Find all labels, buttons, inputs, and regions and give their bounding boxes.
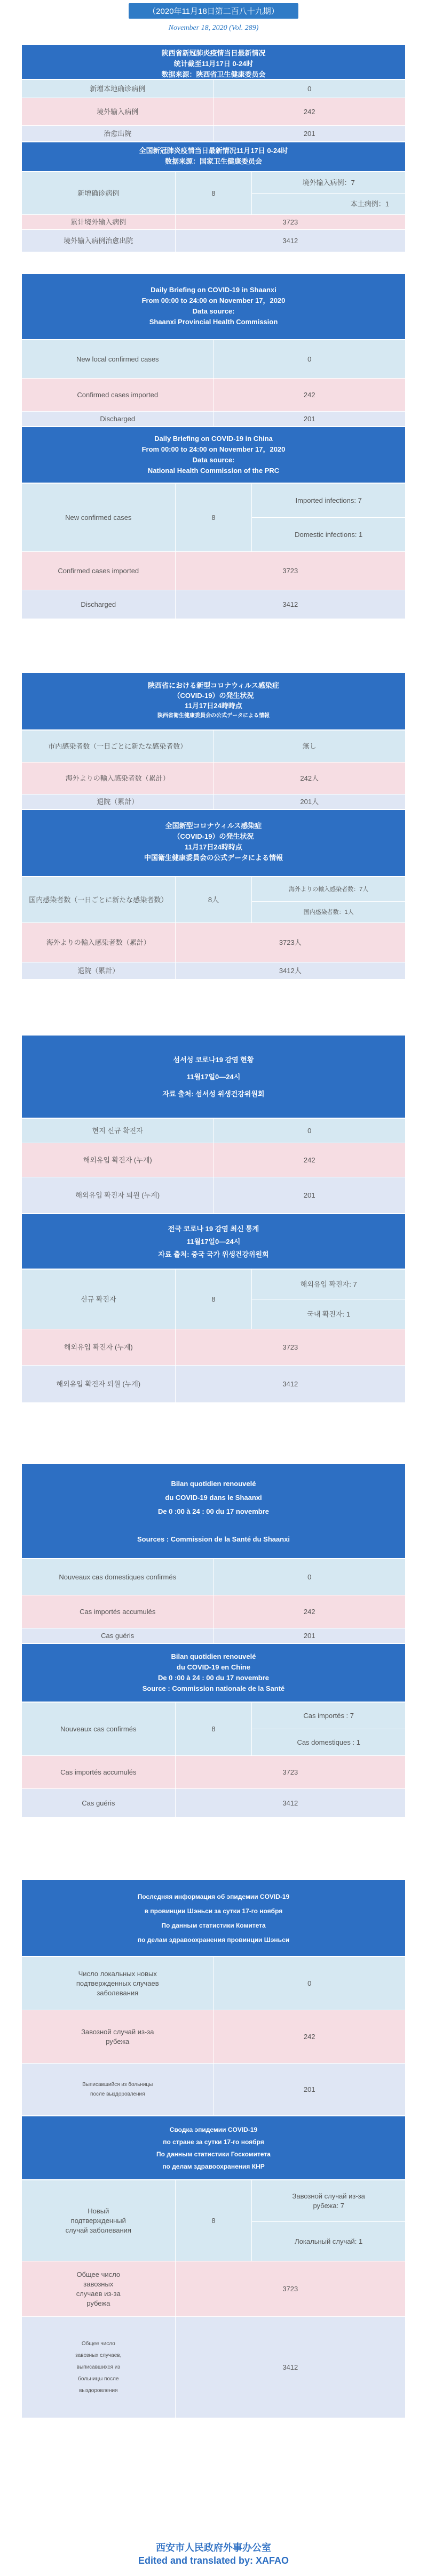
masthead <box>0 0 427 33</box>
ru-shaanxi-table <box>21 1956 406 2116</box>
en-china-source: National Health Commission of the PRC <box>147 467 280 475</box>
row-label: Завозной случай из-за рубежа <box>22 2010 214 2064</box>
table-row <box>22 80 406 98</box>
ja-shaanxi-title: 陕西省における新型コロナウィルス感染症 <box>148 681 279 689</box>
row-label: Discharged <box>22 590 176 619</box>
fr-china-source: Source : Commission nationale de la Santé <box>142 1684 285 1692</box>
table-row <box>22 1177 406 1214</box>
en-shaanxi-table <box>21 340 406 427</box>
table-row <box>22 2064 406 2116</box>
row-label: Cas importés accumulés <box>22 1595 214 1628</box>
row-label: Confirmed cases imported <box>22 379 214 412</box>
ru-china-title: Сводка эпидемии COVID-19 <box>169 2126 258 2133</box>
table-row <box>22 2317 406 2418</box>
fr-shaanxi-subtitle: du COVID-19 dans le Shaanxi <box>165 1494 262 1502</box>
ko-china-table <box>21 1269 406 1403</box>
table-row <box>22 1119 406 1143</box>
ko-china-title: 전국 코로나 19 감염 최신 통계 <box>168 1225 259 1233</box>
table-row <box>22 230 406 252</box>
en-shaanxi-header <box>21 274 406 340</box>
row-value: 無し <box>213 731 406 763</box>
row-value: 3412 <box>175 590 405 619</box>
ja-section <box>21 672 406 980</box>
en-shaanxi-source: Shaanxi Provincial Health Commission <box>149 318 278 326</box>
ja-china-source: 中国衛生健康委員会の公式データによる情報 <box>144 854 283 862</box>
fr-china-time: De 0 :00 à 24 : 00 du 17 novembre <box>157 1674 270 1682</box>
row-value: 3723 <box>175 552 405 590</box>
table-row <box>22 1366 406 1403</box>
ru-shaanxi-source-label: По данным статистики Комитета <box>161 1922 266 1929</box>
row-label: Выписавшийся из больницы после выздоровления <box>22 2064 214 2116</box>
fr-shaanxi-header <box>21 1464 406 1559</box>
ja-shaanxi-time: 11月17日24時時点 <box>185 702 242 710</box>
ko-china-source: 자료 출처: 중국 국가 위생건강위원회 <box>158 1250 269 1258</box>
row-label: New local confirmed cases <box>22 340 214 379</box>
ru-shaanxi-header <box>21 1880 406 1956</box>
new-cases-label: New confirmed cases <box>22 484 176 552</box>
row-value: 201 <box>213 126 406 142</box>
footer-office: 西安市人民政府外事办公室 <box>156 2542 271 2553</box>
ja-china-subtitle: （COVID-19）の発生状況 <box>173 832 254 840</box>
row-label: 海外よりの輸入感染者数（累計） <box>22 923 176 962</box>
ko-shaanxi-source: 자료 출처: 섬서성 위생건강위원회 <box>162 1090 265 1098</box>
table-row <box>22 731 406 763</box>
footer <box>0 2541 427 2567</box>
en-shaanxi-title: Daily Briefing on COVID-19 in Shaanxi <box>151 286 276 294</box>
table-row <box>22 379 406 412</box>
local-cases: 国内感染者数：1人 <box>252 902 406 923</box>
zh-china-table <box>21 172 406 252</box>
table-row <box>22 1703 406 1729</box>
row-label: 海外よりの輸入感染者数（累計） <box>22 763 214 795</box>
table-row <box>22 2180 406 2222</box>
ja-shaanxi-table <box>21 730 406 809</box>
imported-cases: Завозной случай из-за рубежа: 7 <box>252 2180 406 2222</box>
row-value: 0 <box>213 1559 406 1595</box>
table-row <box>22 1143 406 1177</box>
ru-shaanxi-title: Последняя информация об эпидемии COVID-19 <box>137 1893 290 1900</box>
en-china-title: Daily Briefing on COVID-19 in China <box>154 435 273 443</box>
row-value: 242 <box>213 98 406 126</box>
en-china-source-label: Data source: <box>192 456 235 464</box>
row-label: 退院（累計） <box>22 962 176 980</box>
row-value: 242 <box>213 1143 406 1177</box>
table-row <box>22 795 406 809</box>
table-row <box>22 923 406 962</box>
table-row <box>22 2261 406 2317</box>
ko-shaanxi-title: 섬서성 코로나19 감염 현황 <box>173 1056 254 1064</box>
local-cases: 本土病例：1 <box>252 194 406 215</box>
table-row <box>22 877 406 902</box>
zh-shaanxi-table <box>21 79 406 142</box>
ru-china-header <box>21 2116 406 2180</box>
zh-china-title: 全国新冠肺炎疫情当日最新情况11月17日 0-24时 <box>139 147 288 155</box>
table-row <box>22 340 406 379</box>
local-cases: Cas domestiques : 1 <box>252 1729 406 1756</box>
ru-china-table <box>21 2180 406 2418</box>
table-row <box>22 590 406 619</box>
new-cases-label: Новый подтвержденный случай заболевания <box>22 2180 176 2261</box>
en-china-table <box>21 483 406 619</box>
row-value: 3723 <box>175 215 405 230</box>
ja-shaanxi-source: 陕西省衛生健康委員会の公式データによる情報 <box>157 713 270 719</box>
table-row <box>22 172 406 194</box>
ja-china-title: 全国新型コロナウィルス感染症 <box>165 822 262 830</box>
new-cases-value: 8人 <box>175 877 252 923</box>
zh-section <box>21 44 406 252</box>
row-label: Confirmed cases imported <box>22 552 176 590</box>
zh-china-source: 数据来源：国家卫生健康委员会 <box>164 157 262 165</box>
row-label: 境外输入病例治愈出院 <box>22 230 176 252</box>
row-value: 3412 <box>175 2317 405 2418</box>
ko-shaanxi-time: 11월17일0—24시 <box>186 1073 241 1081</box>
table-row <box>22 1756 406 1789</box>
ru-china-source: по делам здравоохранения КНР <box>162 2163 265 2170</box>
ja-china-time: 11月17日24時時点 <box>185 843 242 851</box>
row-label: 市内感染者数（一日ごとに新たな感染者数） <box>22 731 214 763</box>
row-value: 242 <box>213 379 406 412</box>
en-china-header <box>21 427 406 483</box>
row-value: 0 <box>213 1119 406 1143</box>
table-row <box>22 1957 406 2010</box>
new-cases-value: 8 <box>175 172 252 215</box>
table-row <box>22 763 406 795</box>
en-shaanxi-time: From 00:00 to 24:00 on November 17，2020 <box>141 296 286 304</box>
table-row <box>22 1559 406 1595</box>
ko-shaanxi-table <box>21 1118 406 1214</box>
issue-date-badge: （2020年11月18日第二百八十九期） <box>129 3 298 19</box>
fr-shaanxi-source: Sources : Commission de la Santé du Shaanxi <box>137 1535 290 1543</box>
row-label: 현지 신규 확진자 <box>22 1119 214 1143</box>
table-row <box>22 215 406 230</box>
ko-china-header <box>21 1214 406 1269</box>
ja-shaanxi-subtitle: （COVID-19）の発生状況 <box>173 692 254 700</box>
new-cases-value: 8 <box>175 1703 252 1756</box>
new-cases-value: 8 <box>175 1270 252 1329</box>
imported-cases: 海外よりの輸入感染者数：7人 <box>252 877 406 902</box>
zh-china-header <box>21 142 406 172</box>
ja-china-header <box>21 809 406 877</box>
table-row <box>22 1329 406 1366</box>
fr-shaanxi-time: De 0 :00 à 24 : 00 du 17 novembre <box>157 1507 270 1515</box>
table-row <box>22 962 406 980</box>
zh-shaanxi-header <box>21 44 406 79</box>
imported-cases: Imported infections: 7 <box>252 484 406 518</box>
fr-china-header <box>21 1643 406 1702</box>
row-label: 해외유입 확진자 퇴원 (누계) <box>22 1177 214 1214</box>
fr-china-subtitle: du COVID-19 en Chine <box>177 1663 250 1671</box>
row-label: 治愈出院 <box>22 126 214 142</box>
ko-china-time: 11월17일0—24시 <box>186 1238 241 1246</box>
table-row <box>22 1628 406 1643</box>
imported-cases: 해외유입 확진자: 7 <box>252 1270 406 1299</box>
zh-shaanxi-source: 数据来源：陕西省卫生健康委员会 <box>161 70 266 78</box>
new-cases-label: 国内感染者数（一日ごとに新たな感染者数） <box>22 877 176 923</box>
ja-shaanxi-header <box>21 672 406 730</box>
fr-shaanxi-table <box>21 1559 406 1643</box>
row-value: 201 <box>213 2064 406 2116</box>
ko-shaanxi-header <box>21 1035 406 1118</box>
row-value: 242 <box>213 2010 406 2064</box>
zh-shaanxi-title: 陕西省新冠肺炎疫情当日最新情况 <box>161 49 266 57</box>
row-label: 해외유입 확진자 퇴원 (누계) <box>22 1366 176 1403</box>
table-row <box>22 552 406 590</box>
row-value: 0 <box>213 1957 406 2010</box>
fr-china-title: Bilan quotidien renouvelé <box>171 1652 256 1660</box>
footer-credit: Edited and translated by: XAFAO <box>138 2555 289 2566</box>
en-shaanxi-source-label: Data source: <box>192 307 235 315</box>
fr-shaanxi-title: Bilan quotidien renouvelé <box>171 1480 256 1488</box>
row-value: 0 <box>213 340 406 379</box>
new-cases-value: 8 <box>175 484 252 552</box>
en-china-time: From 00:00 to 24:00 on November 17，2020 <box>141 445 286 453</box>
ko-section <box>21 1035 406 1403</box>
new-cases-label: Nouveaux cas confirmés <box>22 1703 176 1756</box>
table-row <box>22 484 406 518</box>
local-cases: Локальный случай: 1 <box>252 2222 406 2261</box>
issue-number: November 18, 2020 (Vol. 289) <box>168 24 259 32</box>
row-label: 累计境外输入病例 <box>22 215 176 230</box>
row-label: Cas importés accumulés <box>22 1756 176 1789</box>
imported-cases: 境外输入病例：7 <box>252 172 406 194</box>
row-label: Число локальных новых подтвержденных случаев заболевания <box>22 1957 214 2010</box>
ru-china-source-label: По данным статистики Госкомитета <box>156 2150 271 2158</box>
table-row <box>22 1789 406 1818</box>
table-row <box>22 126 406 142</box>
row-value: 201 <box>213 1628 406 1643</box>
ru-shaanxi-subtitle: в провинции Шэньси за сутки 17-го ноября <box>144 1907 283 1915</box>
ja-china-table <box>21 877 406 980</box>
fr-section <box>21 1464 406 1818</box>
row-value: 3412 <box>175 1789 405 1818</box>
zh-shaanxi-time: 统计截至11月17日 0-24时 <box>173 60 254 68</box>
fr-shaanxi-spacer <box>27 1519 400 1532</box>
row-label: Общее число завозных случаев из-за рубежа <box>22 2261 176 2317</box>
row-label: 해외유입 확진자 (누계) <box>22 1329 176 1366</box>
table-row <box>22 2010 406 2064</box>
row-value: 242人 <box>213 763 406 795</box>
row-value: 3723 <box>175 1756 405 1789</box>
row-label: Nouveaux cas domestiques confirmés <box>22 1559 214 1595</box>
fr-china-table <box>21 1702 406 1818</box>
ru-shaanxi-source: по делам здравоохранения провинции Шэньси <box>137 1936 290 1944</box>
row-value: 3412 <box>175 230 405 252</box>
row-value: 201人 <box>213 795 406 809</box>
new-cases-label: 新增确诊病例 <box>22 172 176 215</box>
table-row <box>22 412 406 427</box>
row-label: Cas guéris <box>22 1628 214 1643</box>
row-value: 3412人 <box>175 962 405 980</box>
imported-cases: Cas importés : 7 <box>252 1703 406 1729</box>
row-value: 3723 <box>175 2261 405 2317</box>
row-label: Discharged <box>22 412 214 427</box>
row-label: 退院（累計） <box>22 795 214 809</box>
row-value: 201 <box>213 412 406 427</box>
row-value: 242 <box>213 1595 406 1628</box>
new-cases-label: 신규 확진자 <box>22 1270 176 1329</box>
row-label: 해외유입 확진자 (누계) <box>22 1143 214 1177</box>
local-cases: Domestic infections: 1 <box>252 518 406 552</box>
row-label: 境外输入病例 <box>22 98 214 126</box>
en-section <box>21 274 406 619</box>
row-value: 0 <box>213 80 406 98</box>
row-value: 3412 <box>175 1366 405 1403</box>
row-value: 3723 <box>175 1329 405 1366</box>
row-label: Cas guéris <box>22 1789 176 1818</box>
row-value: 201 <box>213 1177 406 1214</box>
table-row <box>22 1595 406 1628</box>
table-row <box>22 98 406 126</box>
ru-section <box>21 1880 406 2418</box>
local-cases: 국내 확진자: 1 <box>252 1299 406 1329</box>
table-row <box>22 1270 406 1299</box>
ru-china-subtitle: по стране за сутки 17-го ноября <box>163 2138 264 2146</box>
new-cases-value: 8 <box>175 2180 252 2261</box>
row-label: Общее число завозных случаев, выписавшихся из больницы после выздоровления <box>22 2317 176 2418</box>
row-value: 3723人 <box>175 923 405 962</box>
row-label: 新增本地确诊病例 <box>22 80 214 98</box>
